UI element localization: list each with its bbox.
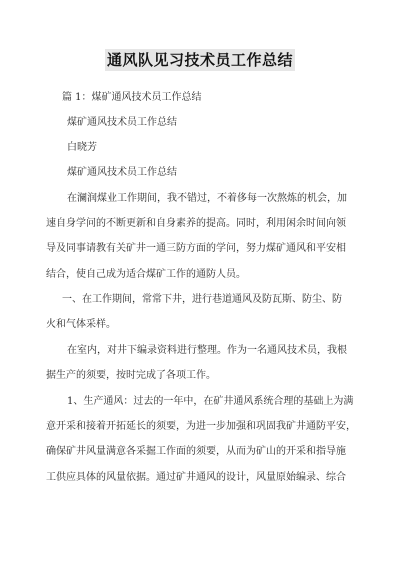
subtitle-repeat: 煤矿通风技术员工作总结 <box>67 167 177 178</box>
paragraph-line: 一、在工作期间，常常下井，进行巷道通风及防瓦斯、防尘、防 <box>62 294 342 305</box>
paragraph-line: 导及同事请教有关矿井一通三防方面的学问，努力煤矿通风和平安相 <box>46 243 346 254</box>
paragraph-line: 速自身学问的不断更新和自身素养的提高。同时，利用闲余时间向领 <box>46 218 346 229</box>
paragraph-line: 工供应具体的风量依据。通过矿井通风的设计，风量原始编录、综合 <box>46 472 346 483</box>
title-container <box>0 49 400 71</box>
document-title: 通风队见习技术员工作总结 <box>106 51 293 69</box>
paragraph-line: 1、生产通风：过去的一年中，在矿井通风系统合理的基础上为满 <box>67 396 354 407</box>
paragraph-line: 在室内，对井下编录资料进行整理。作为一名通风技术员，我根 <box>67 345 347 356</box>
paragraph-line: 意开采和接着开拓延长的须要，为进一步加强和巩固我矿井通防平安， <box>46 421 356 432</box>
subtitle: 煤矿通风技术员工作总结 <box>67 117 177 128</box>
section-heading: 篇 1：煤矿通风技术员工作总结 <box>62 92 202 103</box>
paragraph-line: 据生产的须要，按时完成了各项工作。 <box>46 370 216 381</box>
paragraph-line: 火和气体采样。 <box>46 319 116 330</box>
paragraph-line: 确保矿井风量满意各采掘工作面的须要，从而为矿山的开采和指导施 <box>46 446 346 457</box>
paragraph-line: 在澜润煤业工作期间，我不错过，不着侈每一次熬炼的机会，加 <box>67 193 347 204</box>
author-name: 白晓芳 <box>67 142 97 153</box>
paragraph-line: 结合，使自己成为适合煤矿工作的通防人员。 <box>46 269 246 280</box>
